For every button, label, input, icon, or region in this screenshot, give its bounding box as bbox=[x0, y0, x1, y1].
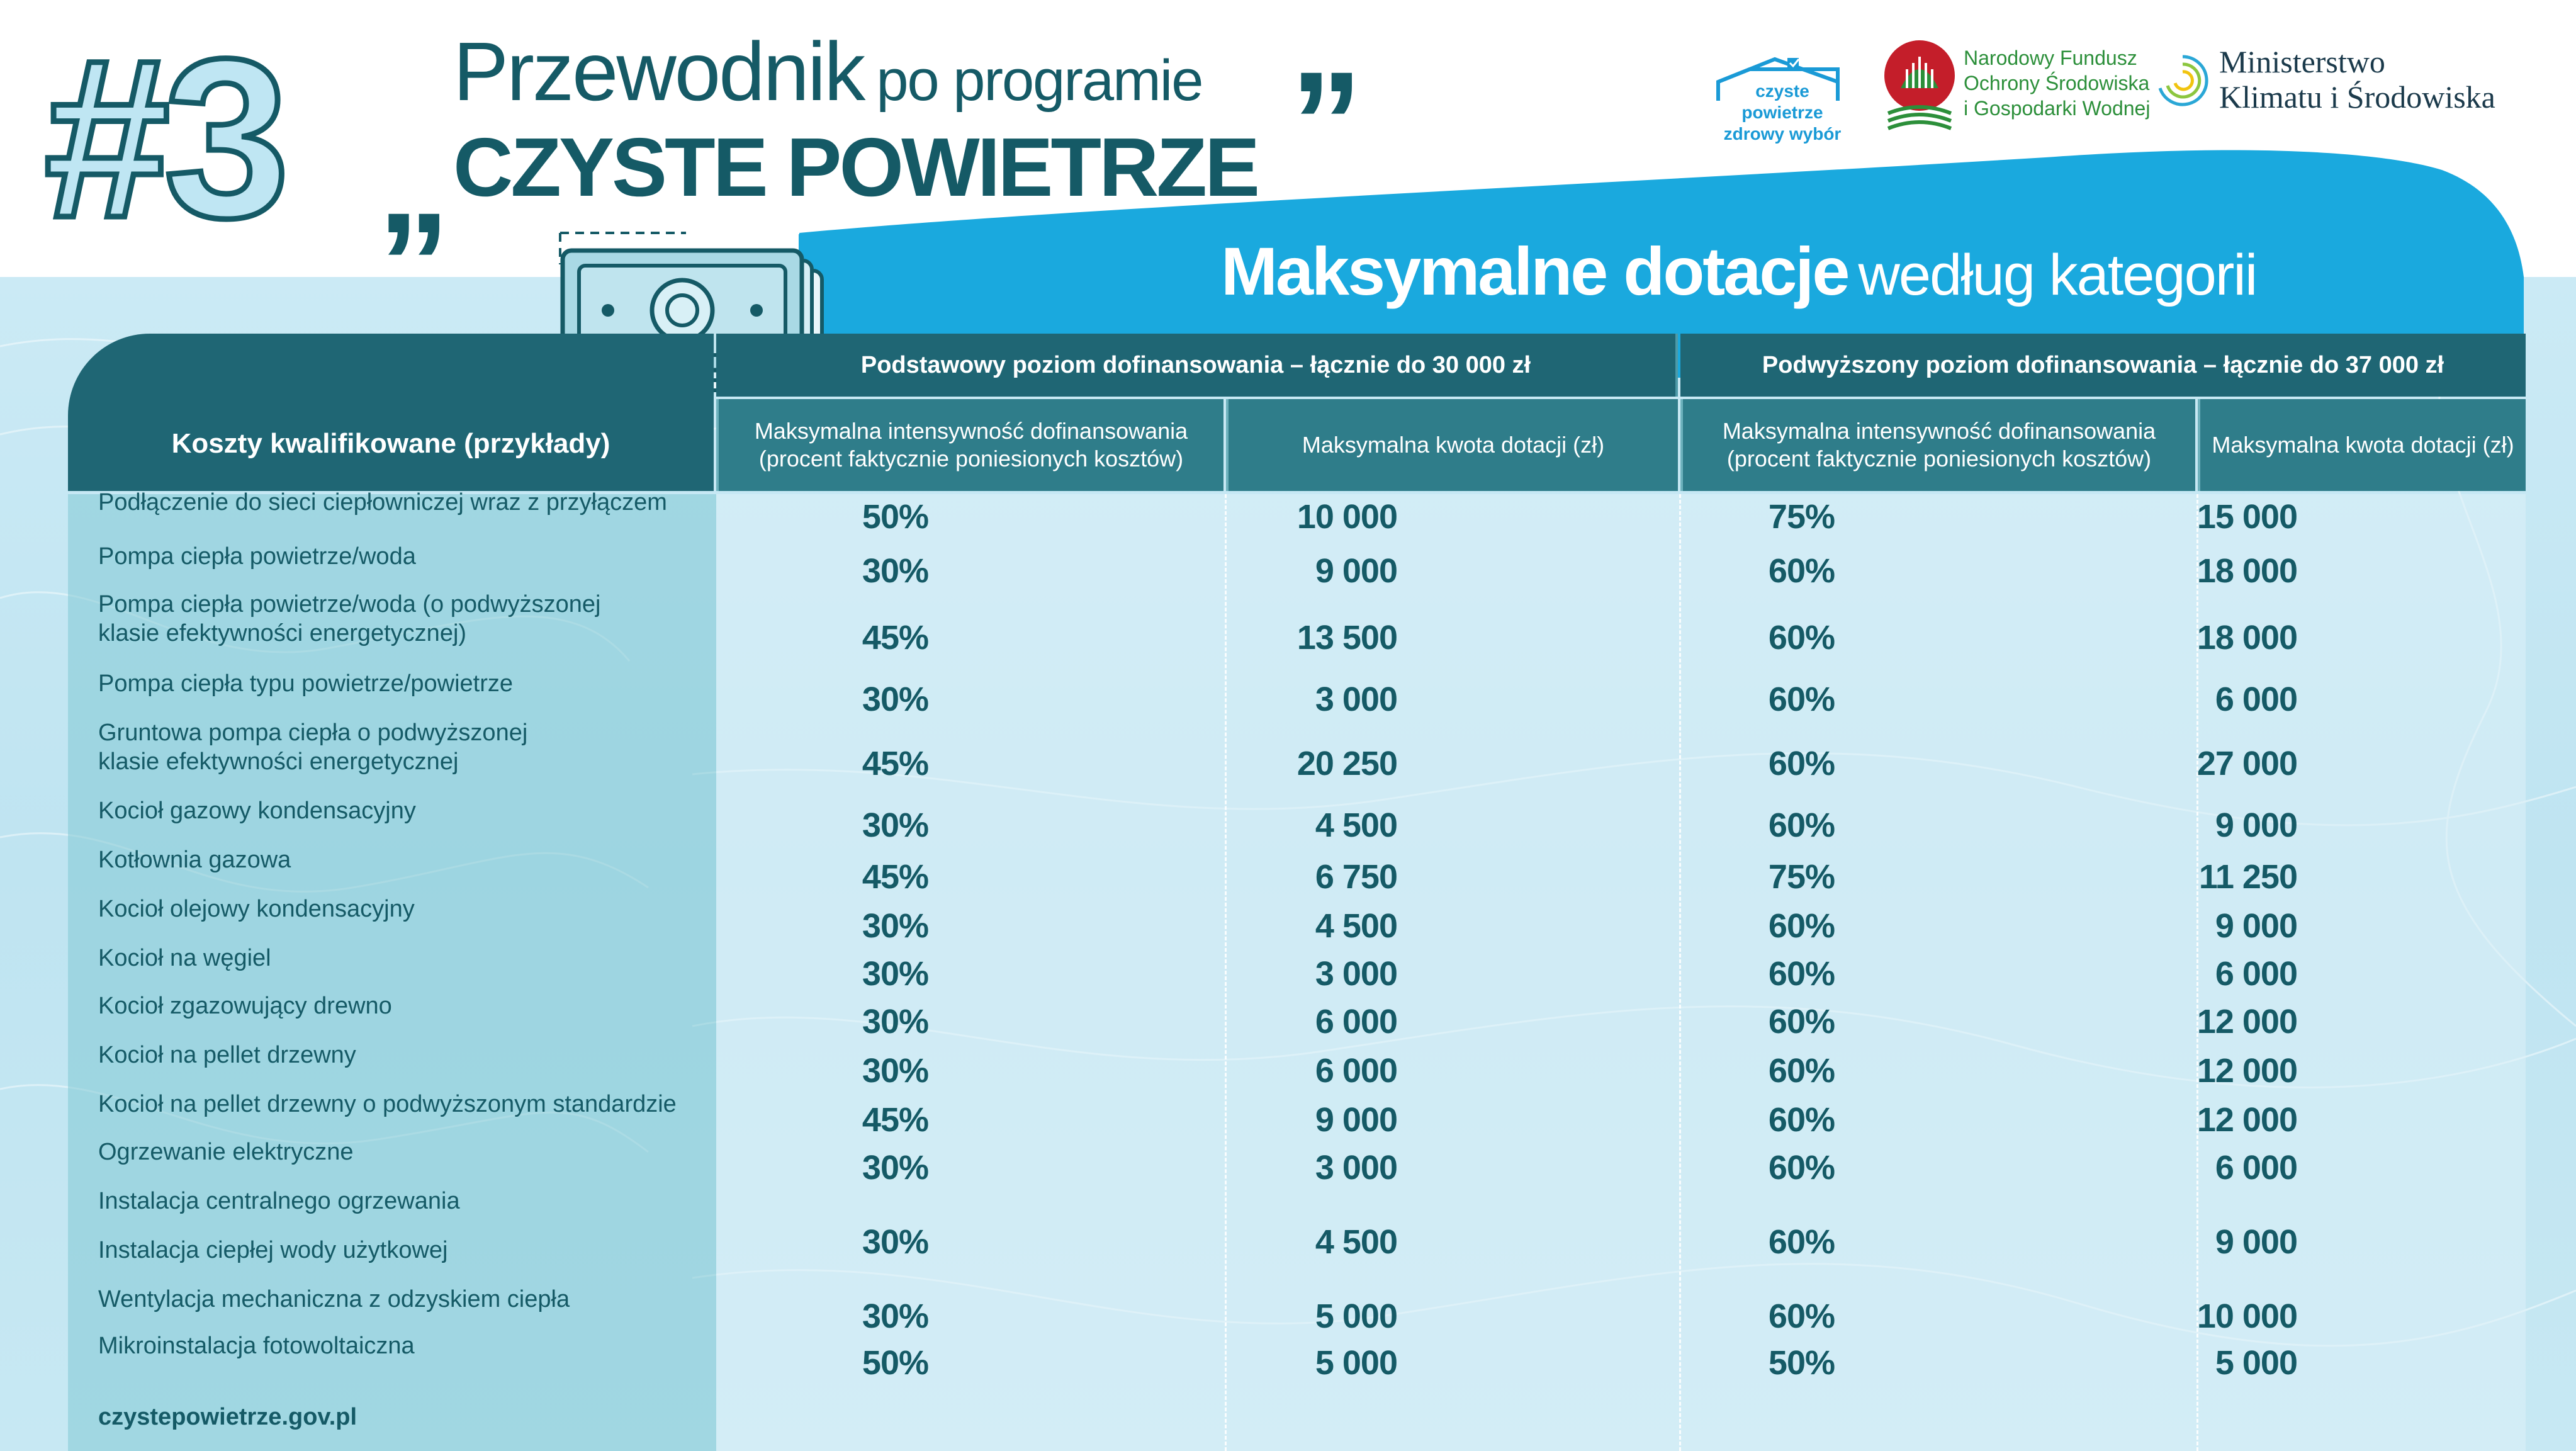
cell-percentage: 60% bbox=[1768, 552, 1835, 590]
cell-percentage: 60% bbox=[1768, 1101, 1835, 1139]
group-header-increased bbox=[1680, 334, 2526, 397]
cell-amount: 9 000 bbox=[2215, 806, 2297, 844]
row-label: Pompa ciepła powietrze/woda (o podwyższonej bbox=[98, 591, 601, 618]
cell-amount: 9 000 bbox=[2215, 907, 2297, 945]
ministry-swirl-icon bbox=[2152, 50, 2213, 111]
logo2-line3: i Gospodarki Wodnej bbox=[1964, 97, 2151, 120]
column-header-basic-amount bbox=[1226, 399, 1678, 491]
cell-percentage: 30% bbox=[862, 907, 928, 945]
cell-percentage: 75% bbox=[1768, 498, 1835, 536]
cell-amount: 4 500 bbox=[1315, 1223, 1397, 1261]
logo1-line1: czyste powietrze bbox=[1741, 81, 1823, 122]
cell-amount: 5 000 bbox=[1315, 1344, 1397, 1382]
cell-percentage: 60% bbox=[1768, 1297, 1835, 1335]
row-label: Instalacja centralnego ogrzewania bbox=[98, 1188, 460, 1214]
cell-amount: 10 000 bbox=[2196, 1297, 2297, 1335]
header-intensity-line2: (procent faktycznie poniesionych kosztów) bbox=[758, 446, 1184, 471]
cell-percentage: 60% bbox=[1768, 1223, 1835, 1261]
column-divider-2 bbox=[1679, 494, 1681, 1451]
logo1-line2: zdrowy wybór bbox=[1723, 124, 1842, 144]
subtitle-rest: według kategorii bbox=[1858, 243, 2257, 307]
cell-percentage: 45% bbox=[862, 858, 928, 896]
column-header-costs bbox=[68, 334, 714, 491]
cell-amount: 6 000 bbox=[2215, 680, 2297, 718]
cell-amount: 12 000 bbox=[2196, 1003, 2297, 1041]
row-label: klasie efektywności energetycznej) bbox=[98, 620, 467, 646]
cell-percentage: 60% bbox=[1768, 619, 1835, 657]
group-header-basic-text: Podstawowy poziom dofinansowania – łącznie do 30 000 zł bbox=[860, 351, 1531, 378]
cell-percentage: 50% bbox=[862, 1344, 928, 1382]
website-url[interactable]: czystepowietrze.gov.pl bbox=[98, 1404, 357, 1430]
cell-percentage: 30% bbox=[862, 806, 928, 844]
cell-percentage: 30% bbox=[862, 955, 928, 993]
row-label: Kocioł gazowy kondensacyjny bbox=[98, 798, 416, 824]
cell-percentage: 60% bbox=[1768, 907, 1835, 945]
cell-amount: 13 500 bbox=[1296, 619, 1397, 657]
logo3-line1: Ministerstwo bbox=[2219, 44, 2385, 79]
cell-amount: 6 000 bbox=[2215, 1149, 2297, 1187]
cell-percentage: 45% bbox=[862, 619, 928, 657]
column-header-basic-intensity bbox=[716, 399, 1223, 491]
header-amount-text-2: Maksymalna kwota dotacji (zł) bbox=[2212, 432, 2514, 458]
cell-amount: 5 000 bbox=[1315, 1297, 1397, 1335]
cell-amount: 27 000 bbox=[2196, 745, 2297, 782]
cell-percentage: 30% bbox=[862, 1297, 928, 1335]
cell-percentage: 30% bbox=[862, 680, 928, 718]
row-label: Kocioł na pellet drzewny bbox=[98, 1042, 356, 1068]
column-header-costs-text: Koszty kwalifikowane (przykłady) bbox=[171, 428, 610, 459]
group-header-increased-text: Podwyższony poziom dofinansowania – łącznie do 37 000 zł bbox=[1762, 351, 2444, 378]
guide-number: #3 bbox=[44, 12, 284, 265]
logo-nfosigw bbox=[1964, 45, 2150, 121]
nfosigw-emblem-icon bbox=[1882, 38, 1957, 132]
row-label: Mikroinstalacja fotowoltaiczna bbox=[98, 1333, 415, 1359]
cell-percentage: 45% bbox=[862, 745, 928, 782]
cell-percentage: 30% bbox=[862, 1003, 928, 1041]
cell-amount: 6 000 bbox=[1315, 1052, 1397, 1090]
cell-amount: 9 000 bbox=[1315, 1101, 1397, 1139]
row-label: Instalacja ciepłej wody użytkowej bbox=[98, 1237, 448, 1263]
cell-amount: 5 000 bbox=[2215, 1344, 2297, 1382]
title-przewodnik: Przewodnik bbox=[453, 25, 864, 118]
cell-amount: 3 000 bbox=[1315, 955, 1397, 993]
cell-percentage: 60% bbox=[1768, 745, 1835, 782]
cell-percentage: 60% bbox=[1768, 1052, 1835, 1090]
logo2-line2: Ochrony Środowiska bbox=[1964, 72, 2150, 94]
row-label: Ogrzewanie elektryczne bbox=[98, 1139, 354, 1165]
cell-percentage: 30% bbox=[862, 1149, 928, 1187]
cell-percentage: 45% bbox=[862, 1101, 928, 1139]
subsidy-table bbox=[68, 334, 2526, 1451]
row-label: Pompa ciepła typu powietrze/powietrze bbox=[98, 670, 514, 697]
cell-amount: 6 000 bbox=[2215, 955, 2297, 993]
cell-amount: 9 000 bbox=[2215, 1223, 2297, 1261]
cell-percentage: 60% bbox=[1768, 806, 1835, 844]
row-label: Wentylacja mechaniczna z odzyskiem ciepła bbox=[98, 1286, 570, 1313]
page-title-program-name: CZYSTE POWIETRZE bbox=[453, 121, 1258, 213]
opening-quote: „ bbox=[378, 101, 450, 263]
row-label: Pompa ciepła powietrze/woda bbox=[98, 543, 416, 570]
cell-percentage: 60% bbox=[1768, 1003, 1835, 1041]
row-label: Gruntowa pompa ciepła o podwyższonej bbox=[98, 720, 528, 746]
row-label: klasie efektywności energetycznej bbox=[98, 748, 459, 775]
cell-percentage: 60% bbox=[1768, 1149, 1835, 1187]
cell-percentage: 75% bbox=[1768, 858, 1835, 896]
cell-amount: 6 750 bbox=[1315, 858, 1397, 896]
column-divider-1 bbox=[1225, 494, 1227, 1451]
header-intensity-text bbox=[755, 417, 1188, 473]
cell-amount: 15 000 bbox=[2196, 498, 2297, 536]
column-header-increased-amount bbox=[2198, 399, 2526, 491]
cell-amount: 3 000 bbox=[1315, 1149, 1397, 1187]
row-label: Kocioł na pellet drzewny o podwyższonym standardzie bbox=[98, 1091, 677, 1117]
cell-percentage: 30% bbox=[862, 552, 928, 590]
header-intensity-line1: Maksymalna intensywność dofinansowania bbox=[754, 418, 1188, 444]
cell-percentage: 60% bbox=[1768, 680, 1835, 718]
column-header-increased-intensity bbox=[1680, 399, 2195, 491]
logo-ministry bbox=[2219, 44, 2495, 115]
cell-percentage: 30% bbox=[862, 1223, 928, 1261]
cell-amount: 12 000 bbox=[2196, 1052, 2297, 1090]
cell-percentage: 50% bbox=[1768, 1344, 1835, 1382]
cell-amount: 6 000 bbox=[1315, 1003, 1397, 1041]
page-title-line1 bbox=[453, 24, 1202, 119]
header-intensity-line1-2: Maksymalna intensywność dofinansowania bbox=[1722, 418, 2156, 444]
header-intensity-line2-2: (procent faktycznie poniesionych kosztów) bbox=[1726, 446, 2152, 471]
cell-amount: 12 000 bbox=[2196, 1101, 2297, 1139]
cell-amount: 18 000 bbox=[2196, 619, 2297, 657]
cell-amount: 11 250 bbox=[2198, 858, 2297, 896]
cell-amount: 3 000 bbox=[1315, 680, 1397, 718]
cell-amount: 20 250 bbox=[1296, 745, 1397, 782]
row-label: Kocioł na węgiel bbox=[98, 945, 271, 971]
logo2-line1: Narodowy Fundusz bbox=[1964, 47, 2137, 69]
cell-amount: 4 500 bbox=[1315, 806, 1397, 844]
cell-percentage: 60% bbox=[1768, 955, 1835, 993]
section-subtitle bbox=[1221, 232, 2256, 310]
row-label: Kotłownia gazowa bbox=[98, 847, 291, 873]
cell-amount: 10 000 bbox=[1296, 498, 1397, 536]
row-label: Podłączenie do sieci ciepłowniczej wraz z przyłączem bbox=[98, 489, 667, 516]
cell-percentage: 50% bbox=[862, 498, 928, 536]
row-label: Kocioł zgazowujący drewno bbox=[98, 993, 392, 1019]
row-label: Kocioł olejowy kondensacyjny bbox=[98, 896, 415, 922]
cell-amount: 9 000 bbox=[1315, 552, 1397, 590]
closing-quote: ” bbox=[1290, 42, 1363, 203]
subtitle-bold: Maksymalne dotacje bbox=[1221, 233, 1848, 309]
title-po-programie: po programie bbox=[876, 48, 1203, 113]
logo3-line2: Klimatu i Środowiska bbox=[2219, 79, 2495, 115]
logo-czyste-powietrze bbox=[1713, 81, 1852, 145]
header-intensity-text-2 bbox=[1723, 417, 2156, 473]
header-amount-text: Maksymalna kwota dotacji (zł) bbox=[1302, 432, 1605, 458]
cell-percentage: 30% bbox=[862, 1052, 928, 1090]
group-header-basic bbox=[716, 334, 1678, 397]
cell-amount: 4 500 bbox=[1315, 907, 1397, 945]
cell-amount: 18 000 bbox=[2196, 552, 2297, 590]
